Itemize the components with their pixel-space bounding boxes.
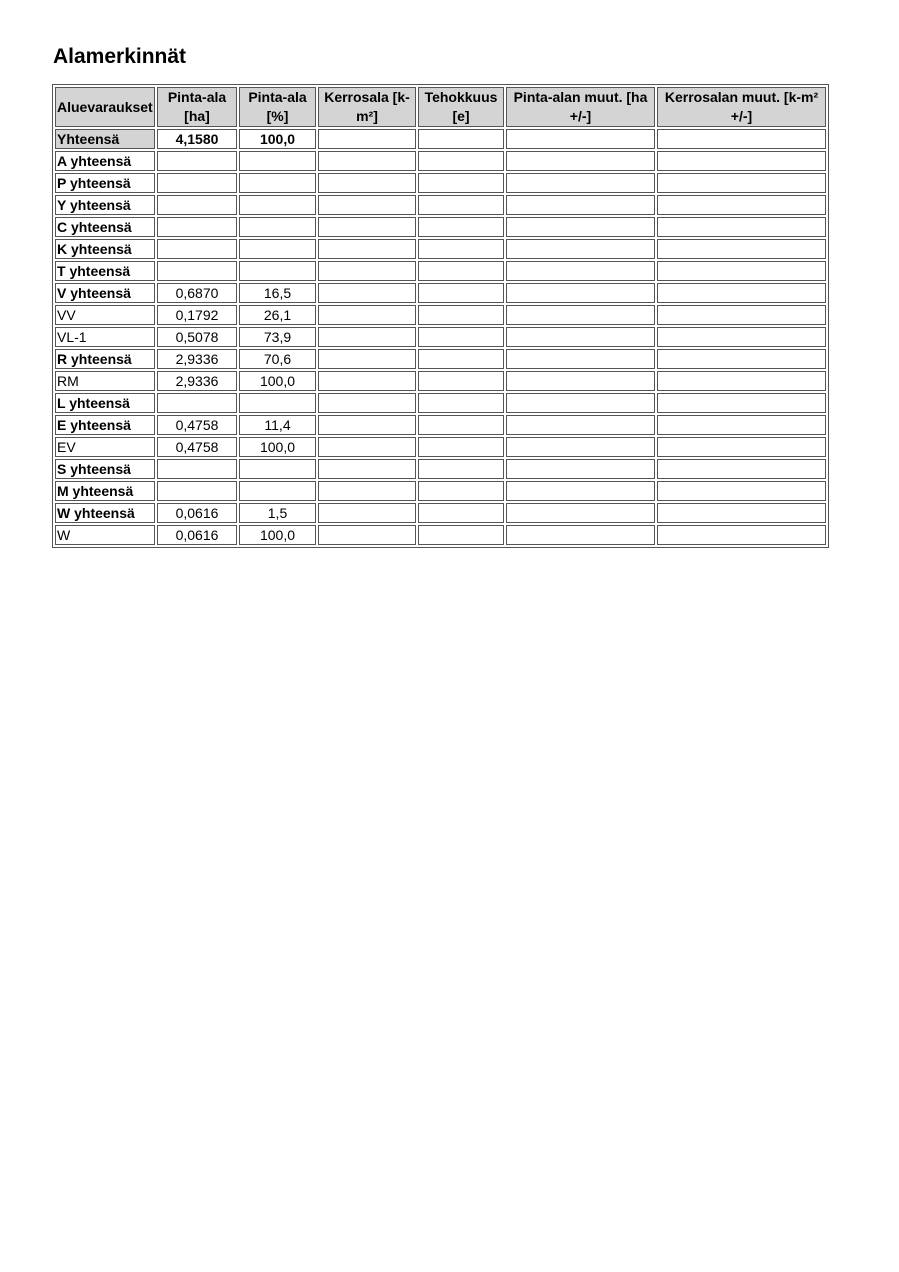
cell-kerrosala [318, 415, 416, 435]
table-row [55, 459, 826, 479]
table-row [55, 371, 826, 391]
header-pinta-ala-pct: Pinta-ala [%] [239, 87, 316, 127]
cell-tehokkuus [418, 503, 504, 523]
cell-kerrosala [318, 371, 416, 391]
cell-pinta-ala-ha: 2,9336 [157, 371, 237, 391]
cell-pinta-alan-muutos [506, 239, 655, 259]
cell-tehokkuus [418, 195, 504, 215]
cell-aluevaraus: W yhteensä [55, 503, 155, 523]
cell-pinta-ala-pct [239, 393, 316, 413]
cell-pinta-ala-pct [239, 239, 316, 259]
cell-tehokkuus [418, 481, 504, 501]
cell-kerrosalan-muutos [657, 503, 826, 523]
cell-pinta-ala-ha [157, 481, 237, 501]
cell-pinta-ala-ha [157, 195, 237, 215]
cell-pinta-ala-pct: 100,0 [239, 129, 316, 149]
cell-pinta-ala-ha: 0,4758 [157, 415, 237, 435]
cell-kerrosala [318, 525, 416, 545]
cell-tehokkuus [418, 371, 504, 391]
cell-pinta-ala-ha: 0,4758 [157, 437, 237, 457]
cell-kerrosala [318, 459, 416, 479]
cell-pinta-ala-pct: 73,9 [239, 327, 316, 347]
cell-kerrosala [318, 129, 416, 149]
cell-pinta-ala-ha [157, 459, 237, 479]
cell-pinta-ala-ha [157, 393, 237, 413]
cell-kerrosala [318, 217, 416, 237]
cell-pinta-ala-pct [239, 173, 316, 193]
cell-pinta-alan-muutos [506, 415, 655, 435]
cell-aluevaraus: EV [55, 437, 155, 457]
cell-tehokkuus [418, 459, 504, 479]
cell-tehokkuus [418, 173, 504, 193]
cell-tehokkuus [418, 349, 504, 369]
cell-kerrosalan-muutos [657, 173, 826, 193]
cell-tehokkuus [418, 393, 504, 413]
cell-kerrosalan-muutos [657, 525, 826, 545]
cell-kerrosalan-muutos [657, 371, 826, 391]
header-aluevaraukset: Aluevaraukset [55, 87, 155, 127]
cell-aluevaraus: W [55, 525, 155, 545]
cell-kerrosala [318, 349, 416, 369]
table-row [55, 151, 826, 171]
table-row [55, 437, 826, 457]
cell-kerrosalan-muutos [657, 261, 826, 281]
cell-pinta-alan-muutos [506, 525, 655, 545]
cell-aluevaraus: V yhteensä [55, 283, 155, 303]
cell-pinta-ala-ha: 0,0616 [157, 525, 237, 545]
cell-tehokkuus [418, 217, 504, 237]
cell-pinta-ala-ha: 0,0616 [157, 503, 237, 523]
cell-kerrosalan-muutos [657, 129, 826, 149]
cell-tehokkuus [418, 283, 504, 303]
table-body [55, 129, 826, 545]
cell-kerrosalan-muutos [657, 283, 826, 303]
header-kerrosalan-muutos: Kerrosalan muut. [k-m² +/-] [657, 87, 826, 127]
cell-aluevaraus: E yhteensä [55, 415, 155, 435]
cell-pinta-alan-muutos [506, 371, 655, 391]
cell-kerrosala [318, 327, 416, 347]
cell-pinta-ala-pct [239, 151, 316, 171]
cell-kerrosalan-muutos [657, 305, 826, 325]
cell-pinta-alan-muutos [506, 217, 655, 237]
cell-pinta-alan-muutos [506, 327, 655, 347]
cell-aluevaraus: VL-1 [55, 327, 155, 347]
cell-aluevaraus: RM [55, 371, 155, 391]
cell-pinta-ala-ha: 2,9336 [157, 349, 237, 369]
cell-pinta-alan-muutos [506, 393, 655, 413]
table-row [55, 525, 826, 545]
cell-kerrosala [318, 151, 416, 171]
table-row [55, 305, 826, 325]
cell-kerrosala [318, 239, 416, 259]
cell-pinta-ala-ha [157, 217, 237, 237]
cell-pinta-alan-muutos [506, 151, 655, 171]
cell-pinta-ala-ha [157, 151, 237, 171]
table-row [55, 327, 826, 347]
cell-pinta-alan-muutos [506, 283, 655, 303]
cell-pinta-alan-muutos [506, 459, 655, 479]
cell-pinta-ala-pct [239, 217, 316, 237]
cell-pinta-ala-pct: 16,5 [239, 283, 316, 303]
cell-pinta-alan-muutos [506, 261, 655, 281]
cell-aluevaraus: L yhteensä [55, 393, 155, 413]
cell-aluevaraus: M yhteensä [55, 481, 155, 501]
cell-kerrosala [318, 261, 416, 281]
cell-pinta-alan-muutos [506, 173, 655, 193]
cell-kerrosala [318, 173, 416, 193]
cell-aluevaraus: K yhteensä [55, 239, 155, 259]
cell-tehokkuus [418, 437, 504, 457]
cell-pinta-ala-ha [157, 261, 237, 281]
cell-pinta-alan-muutos [506, 437, 655, 457]
cell-kerrosalan-muutos [657, 195, 826, 215]
cell-tehokkuus [418, 525, 504, 545]
table-header-row [55, 87, 826, 127]
table-row [55, 173, 826, 193]
header-pinta-ala-ha: Pinta-ala [ha] [157, 87, 237, 127]
cell-pinta-ala-ha: 0,6870 [157, 283, 237, 303]
table-row [55, 415, 826, 435]
cell-aluevaraus: VV [55, 305, 155, 325]
header-pinta-alan-muutos: Pinta-alan muut. [ha +/-] [506, 87, 655, 127]
cell-pinta-ala-pct [239, 459, 316, 479]
cell-aluevaraus: C yhteensä [55, 217, 155, 237]
table-row [55, 393, 826, 413]
cell-pinta-ala-ha [157, 173, 237, 193]
cell-tehokkuus [418, 129, 504, 149]
cell-aluevaraus: Yhteensä [55, 129, 155, 149]
cell-aluevaraus: T yhteensä [55, 261, 155, 281]
cell-pinta-ala-ha: 0,5078 [157, 327, 237, 347]
table-row [55, 239, 826, 259]
cell-pinta-ala-ha: 4,1580 [157, 129, 237, 149]
cell-kerrosala [318, 503, 416, 523]
table-row [55, 195, 826, 215]
cell-pinta-ala-pct [239, 481, 316, 501]
cell-aluevaraus: A yhteensä [55, 151, 155, 171]
cell-pinta-ala-ha [157, 239, 237, 259]
header-kerrosala: Kerrosala [k-m²] [318, 87, 416, 127]
table-row [55, 349, 826, 369]
cell-pinta-ala-pct: 70,6 [239, 349, 316, 369]
cell-tehokkuus [418, 239, 504, 259]
cell-kerrosala [318, 283, 416, 303]
cell-pinta-ala-ha: 0,1792 [157, 305, 237, 325]
cell-pinta-alan-muutos [506, 481, 655, 501]
cell-aluevaraus: S yhteensä [55, 459, 155, 479]
cell-kerrosala [318, 481, 416, 501]
table-row [55, 481, 826, 501]
cell-tehokkuus [418, 261, 504, 281]
cell-aluevaraus: Y yhteensä [55, 195, 155, 215]
cell-kerrosala [318, 305, 416, 325]
table-row [55, 129, 826, 149]
cell-kerrosalan-muutos [657, 349, 826, 369]
cell-kerrosalan-muutos [657, 459, 826, 479]
cell-pinta-alan-muutos [506, 503, 655, 523]
cell-kerrosalan-muutos [657, 481, 826, 501]
page-title: Alamerkinnät [53, 45, 187, 68]
cell-aluevaraus: P yhteensä [55, 173, 155, 193]
cell-tehokkuus [418, 305, 504, 325]
cell-pinta-ala-pct: 1,5 [239, 503, 316, 523]
table-row [55, 283, 826, 303]
cell-pinta-ala-pct: 100,0 [239, 525, 316, 545]
cell-kerrosala [318, 195, 416, 215]
cell-pinta-ala-pct [239, 195, 316, 215]
cell-kerrosalan-muutos [657, 151, 826, 171]
cell-pinta-ala-pct [239, 261, 316, 281]
alamerkinnat-table [52, 84, 829, 548]
alamerkinnat-table-container [52, 84, 829, 548]
cell-pinta-ala-pct: 100,0 [239, 437, 316, 457]
cell-kerrosala [318, 437, 416, 457]
cell-kerrosalan-muutos [657, 327, 826, 347]
cell-pinta-alan-muutos [506, 195, 655, 215]
cell-kerrosala [318, 393, 416, 413]
cell-pinta-alan-muutos [506, 129, 655, 149]
cell-pinta-ala-pct: 100,0 [239, 371, 316, 391]
cell-aluevaraus: R yhteensä [55, 349, 155, 369]
cell-kerrosalan-muutos [657, 217, 826, 237]
cell-tehokkuus [418, 415, 504, 435]
cell-tehokkuus [418, 327, 504, 347]
cell-kerrosalan-muutos [657, 415, 826, 435]
table-row [55, 503, 826, 523]
cell-kerrosalan-muutos [657, 393, 826, 413]
table-row [55, 261, 826, 281]
cell-tehokkuus [418, 151, 504, 171]
cell-pinta-alan-muutos [506, 305, 655, 325]
cell-kerrosalan-muutos [657, 239, 826, 259]
header-tehokkuus: Tehokkuus [e] [418, 87, 504, 127]
cell-pinta-ala-pct: 26,1 [239, 305, 316, 325]
cell-pinta-alan-muutos [506, 349, 655, 369]
table-row [55, 217, 826, 237]
cell-pinta-ala-pct: 11,4 [239, 415, 316, 435]
cell-kerrosalan-muutos [657, 437, 826, 457]
